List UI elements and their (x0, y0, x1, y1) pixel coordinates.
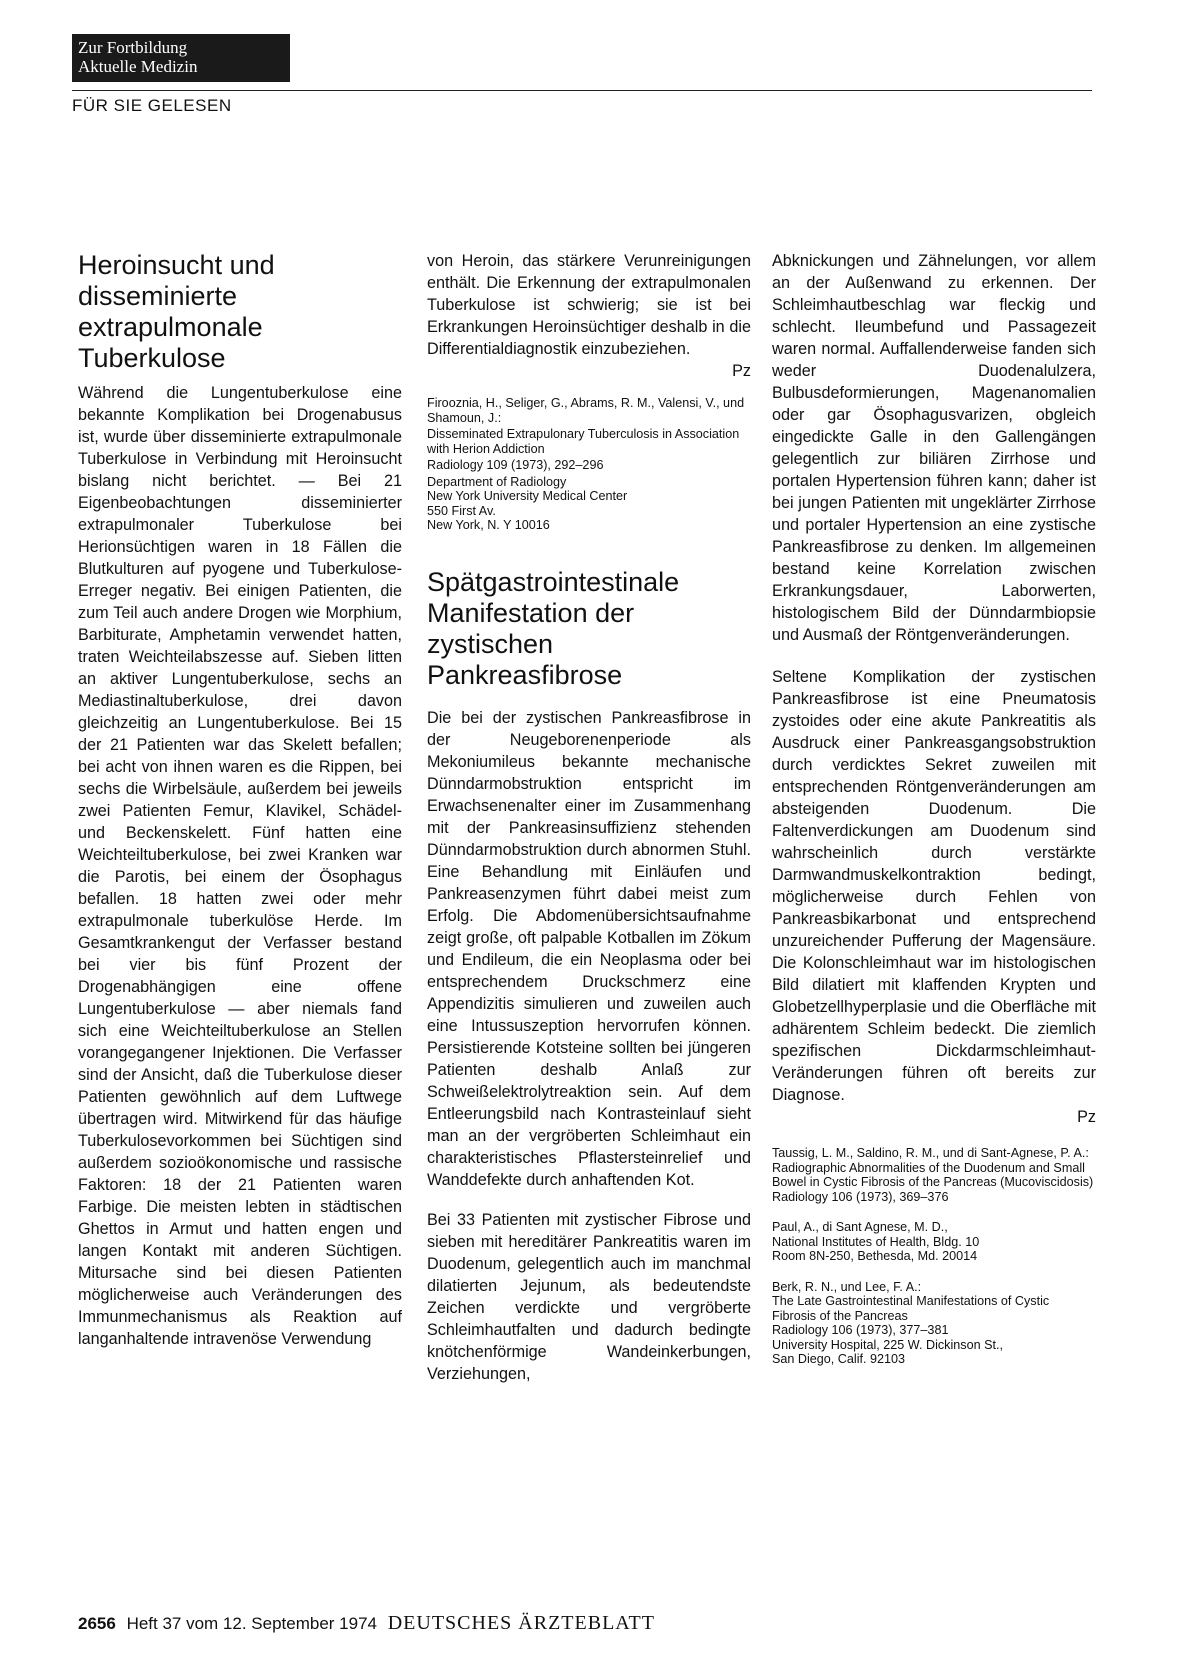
reference-line: The Late Gastrointestinal Manifestations of Cystic Fibrosis of the Pancreas (772, 1294, 1050, 1323)
article-1-body-text: von Heroin, das stärkere Verunreinigungen enthält. Die Erkennung der extrapulmonalen Tuberkulose ist schwierig; sie ist bei Erkrankungen Heroinsüchtiger deshalb in die Differentialdiagnostik einzubeziehen. (427, 252, 751, 358)
column-2 (427, 250, 751, 1385)
article-1-signature: Pz (732, 362, 751, 380)
article-2-body-paragraph-1: Die bei der zystischen Pankreasfibrose in der Neugeborenenperiode als Mekoniumileus bekannte mechanische Dünndarmobstruktion entspricht im Erwachsenenalter einer im Zusammenhang mit der Pankreasinsuffizienz stehenden Dünndarmobstruktion durch abnormen Stuhl. Eine Behandlung mit Einläufen und Pankreasenzymen führt dabei meist zum Erfolg. Die Abdomenübersichtsaufnahme zeigt große, oft palpable Kotballen im Zökum und Endileum, die ein Neoplasma oder bei entsprechendem Druckschmerz eine Appendizitis simulieren und zuweilen auch eine Intussuszeption hervorrufen können. Persistierende Kotsteine sollten bei jüngeren Patienten deshalb Anlaß zur Schweißelektrolytreaktion sein. Auf dem Entleerungsbild nach Kontrasteinlauf sieht man an der vergröberten Schleimhaut ein charakteristisches Pflastersteinrelief und Wanddefekte durch anhaftenden Kot. (427, 708, 751, 1189)
reference-line: Paul, A., di Sant Agnese, M. D., (772, 1220, 948, 1234)
header-divider (72, 90, 1092, 91)
column-1 (78, 250, 402, 1350)
article-2-body-paragraph-4 (772, 666, 1096, 1128)
article-2-reference-2 (772, 1220, 1096, 1264)
issue-info: Heft 37 vom 12. September 1974 (126, 1614, 377, 1633)
reference-line: New York, N. Y 10016 (427, 518, 550, 532)
article-2-reference-3 (772, 1280, 1096, 1367)
section-label: FÜR SIE GELESEN (72, 96, 232, 115)
reference-line: Firooznia, H., Seliger, G., Abrams, R. M., Valensi, V., und Shamoun, J.: (427, 396, 745, 425)
article-2-reference-1 (772, 1146, 1096, 1204)
badge-line-2: Aktuelle Medizin (78, 57, 198, 76)
reference-line: University Hospital, 225 W. Dickinson St., (772, 1337, 1003, 1352)
column-3 (772, 250, 1096, 1367)
reference-line: San Diego, Calif. 92103 (772, 1352, 906, 1366)
reference-line: Radiology 109 (1973), 292–296 (427, 458, 604, 472)
reference-line: Department of Radiology (427, 474, 567, 489)
article-2-body-paragraph-3: Abknickungen und Zähnelungen, vor allem an der Außenwand zu erkennen. Der Schleimhautbeschlag war fleckig und schlecht. Ileumbefund und Passagezeit waren normal. Auffallenderweise fanden sich weder Duodenalulzera, Bulbusdeformierungen, Magenanomalien oder gar Ösophagusvarizen, obgleich eingedickte Galle in den Gallengängen gelegentlich zur biliären Zirrhose und portalen Hypertension führen kann; daher ist bei jungen Patienten mit ungeklärter Zirrhose und portaler Hypertension an eine zystische Pankreasfibrose zu denken. Im allgemeinen bestand keine Korrelation zwischen Erkrankungsdauer, Laborwerten, histologischem Bild der Dünndarmbiopsie und Ausmaß der Röntgenveränderungen. (772, 252, 1096, 644)
page-number: 2656 (78, 1614, 116, 1633)
page-footer (78, 1612, 655, 1635)
reference-line: 550 First Av. (427, 503, 496, 518)
article-2-body-text: Seltene Komplikation der zystischen Pankreasfibrose ist eine Pneumatosis zystoides oder eine akute Pankreatitis als Ausdruck einer Pankreasgangsobstruktion durch verdicktes Sekret zuweilen mit entsprechenden Röntgenveränderungen am absteigenden Duodenum. Die Faltenverdickungen am Duodenum sind wahrscheinlich durch verstärkte Darmwandmuskelkontraktion bedingt, möglicherweise durch Fehlen von Pankreasbikarbonat und entsprechend unzureichender Pufferung der Magensäure. Die Kolonschleimhaut war im histologischen Bild dilatiert mit klaffenden Krypten und Globetzellhyperplasie und die Oberfläche mit adhärentem Schleim bedeckt. Die ziemlich spezifischen Dickdarmschleimhaut-Veränderungen führen oft bereits zur Diagnose. (772, 668, 1096, 1104)
article-2-signature: Pz (1077, 1108, 1096, 1126)
reference-line: New York University Medical Center (427, 489, 628, 503)
article-1-body-part-1: Während die Lungentuberkulose eine bekannte Komplikation bei Drogenabusus ist, wurde über disseminierte extrapulmonale Tuberkulose in Verbindung mit Heroinsucht bislang nicht berichtet. — Bei 21 Eigenbeobachtungen disseminierter extrapulmonaler Tuberkulose bei Herionsüchtigen waren in 18 Fällen die Blutkulturen auf pyogene und Tuberkulose-Erreger negativ. Bei einigen Patienten, die zum Teil auch andere Drogen wie Morphium, Barbiturate, Amphetamin verwendet hatten, traten Weichteilabszesse auf. Sieben litten an aktiver Lungentuberkulose, sechs an Mediastinaltuberkulose, drei davon gleichzeitig an Lungentuberkulose. Bei 15 der 21 Patienten war das Skelett befallen; bei acht von ihnen waren es die Rippen, bei sechs die Wirbelsäule, außerdem bei jeweils zwei Patienten Femur, Klavikel, Schädel- und Beckenskelett. Fünf hatten eine Weichteiltuberkulose, bei zwei Kranken war die Parotis, bei einem der Ösophagus befallen. 18 hatten zwei oder mehr extrapulmonale tuberkulöse Herde. Im Gesamtkrankengut der Verfasser bestand bei vier bis fünf Prozent der Drogenabhängigen eine offene Lungentuberkulose — aber niemals fand sich eine Weichteiltuberkulose an Stellen vorangegangener Injektionen. Die Verfasser sind der Ansicht, daß die Tuberkulose dieser Patienten gewöhnlich auf dem Luftwege übertragen wird. Mitwirkend für das häufige Tuberkulosevorkommen bei Süchtigen sind außerdem sozioökonomische und rassische Faktoren: 18 der 21 Patienten waren Farbige. Die meisten lebten in städtischen Ghettos in Armut und hatten engen und langen Kontakt mit anderen Süchtigen. Mitursache sind bei diesen Patienten möglicherweise auch Veränderungen des Immunmechanismus als Reaktion auf langanhaltende intravenöse Verwendung (78, 384, 402, 1348)
journal-name: DEUTSCHES ÄRZTEBLATT (387, 1612, 655, 1634)
article-1-body-part-2 (427, 250, 751, 382)
reference-line: National Institutes of Health, Bldg. 10 (772, 1234, 980, 1249)
article-2-title: Spätgastrointestinale Manifestation der zystischen Pankreasfibrose (427, 566, 680, 690)
reference-line: Radiographic Abnormalities of the Duodenum and Small Bowel in Cystic Fibrosis of the Pancreas (Mucoviscidosis) (772, 1160, 1094, 1189)
article-1-references (427, 396, 751, 533)
article-2-body-paragraph-2: Bei 33 Patienten mit zystischer Fibrose und sieben mit hereditärer Pankreatitis waren im Duodenum, gelegentlich auch im manchmal dilatierten Jejunum, als bedeutendste Zeichen verdickte und vergröberte Schleimhautfalten und dadurch bedingte knötchenförmige Wandeinkerbungen, Verziehungen, (427, 1210, 751, 1383)
reference-line: Taussig, L. M., Saldino, R. M., und di Sant-Agnese, P. A.: (772, 1146, 1089, 1160)
article-1-title: Heroinsucht und disseminierte extrapulmonale Tuberkulose (78, 250, 275, 373)
reference-line: Disseminated Extrapulonary Tuberculosis in Association with Herion Addiction (427, 427, 740, 456)
section-badge (72, 34, 290, 82)
reference-line: Radiology 106 (1973), 369–376 (772, 1189, 949, 1204)
badge-line-1: Zur Fortbildung (78, 38, 188, 57)
reference-line: Radiology 106 (1973), 377–381 (772, 1323, 949, 1337)
reference-line: Berk, R. N., und Lee, F. A.: (772, 1279, 922, 1294)
reference-line: Room 8N-250, Bethesda, Md. 20014 (772, 1249, 978, 1263)
